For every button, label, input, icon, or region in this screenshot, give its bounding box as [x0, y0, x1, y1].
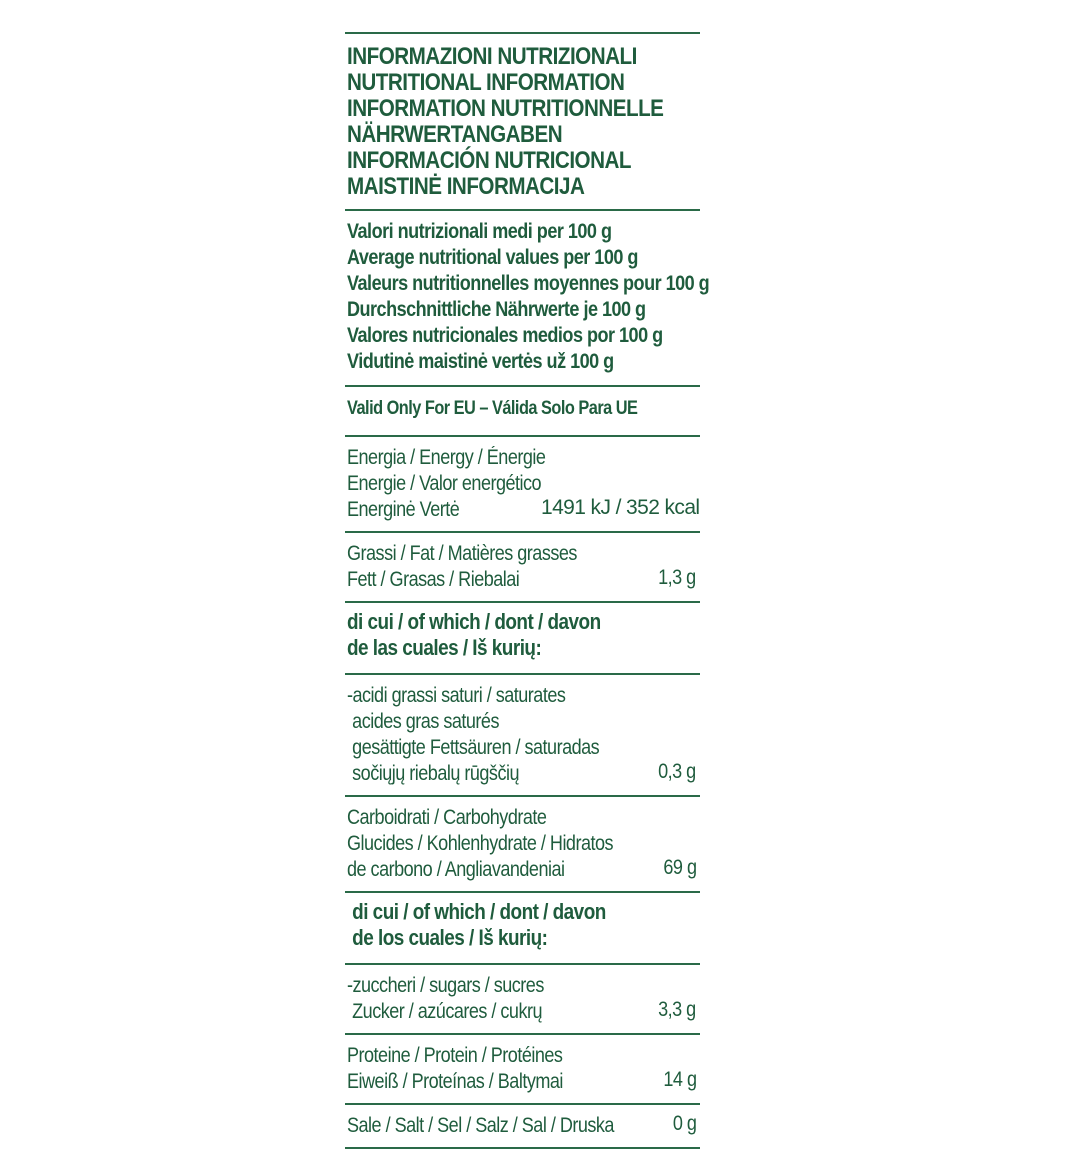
saturates-value: 0,3 g [658, 760, 696, 783]
saturates-label-4: sočiųjų riebalų rūgščių [352, 762, 519, 785]
per-100g-heading [345, 211, 710, 385]
energy-label-1: Energia / Energy / Énergie [347, 446, 546, 469]
fat-label-2: Fett / Grasas / Riebalai [347, 568, 520, 591]
per-line-fr: Valeurs nutritionnelles moyennes pour 100 g [347, 272, 710, 295]
of-which-fat-heading [345, 603, 700, 673]
per-line-de: Durchschnittliche Nährwerte je 100 g [347, 298, 646, 321]
salt-row [345, 1105, 700, 1147]
validity-text: Valid Only For EU – Válida Solo Para UE [347, 398, 638, 419]
title-line-es: INFORMACIÓN NUTRICIONAL [347, 147, 631, 174]
sugars-label-1: -zuccheri / sugars / sucres [347, 974, 544, 997]
fat-label-1: Grassi / Fat / Matières grasses [347, 542, 577, 565]
title-line-it: INFORMAZIONI NUTRIZIONALI [347, 43, 637, 70]
title-line-en: NUTRITIONAL INFORMATION [347, 69, 625, 96]
title-line-fr: INFORMATION NUTRITIONNELLE [347, 95, 664, 122]
carbohydrate-value: 69 g [662, 856, 696, 879]
of-which-line-1: di cui / of which / dont / davon [352, 899, 606, 924]
per-line-es: Valores nutricionales medios por 100 g [347, 324, 663, 347]
saturates-label-3: gesättigte Fettsäuren / saturadas [352, 736, 600, 759]
sugars-value: 3,3 g [658, 998, 696, 1021]
salt-value: 0 g [672, 1112, 696, 1135]
saturates-row [345, 675, 700, 795]
energy-label-2: Energie / Valor energético [347, 472, 542, 495]
per-line-it: Valori nutrizionali medi per 100 g [347, 220, 612, 243]
carbohydrate-label-1: Carboidrati / Carbohydrate [347, 806, 547, 829]
of-which-carb-heading [345, 893, 700, 963]
protein-label-2: Eiweiß / Proteínas / Baltymai [347, 1070, 563, 1093]
validity-note [345, 387, 700, 435]
per-line-lt: Vidutinė maistinė vertės už 100 g [347, 350, 614, 373]
of-which-line-2: de los cuales / Iš kurių: [352, 925, 548, 950]
title-line-de: NÄHRWERTANGABEN [347, 121, 563, 148]
of-which-line-1: di cui / of which / dont / davon [347, 609, 601, 634]
protein-row [345, 1035, 700, 1103]
nutrition-label [345, 32, 710, 1149]
fat-row [345, 533, 700, 601]
salt-label: Sale / Salt / Sel / Salz / Sal / Druska [347, 1114, 614, 1137]
energy-label-3: Energinė Vertė [347, 498, 460, 521]
fat-value: 1,3 g [658, 566, 696, 589]
carbohydrate-label-2: Glucides / Kohlenhydrate / Hidratos [347, 832, 614, 855]
saturates-label-1: -acidi grassi saturi / saturates [347, 684, 566, 707]
carbohydrate-row [345, 797, 700, 891]
energy-row [345, 437, 700, 531]
protein-label-1: Proteine / Protein / Protéines [347, 1044, 563, 1067]
protein-value: 14 g [662, 1068, 696, 1091]
sugars-row [345, 965, 700, 1033]
carbohydrate-label-3: de carbono / Angliavandeniai [347, 858, 565, 881]
sugars-label-2: Zucker / azúcares / cukrų [352, 1000, 543, 1023]
saturates-label-2: acides gras saturés [352, 710, 499, 733]
title-line-lt: MAISTINĖ INFORMACIJA [347, 173, 585, 200]
per-line-en: Average nutritional values per 100 g [347, 246, 638, 269]
energy-value: 1491 kJ / 352 kcal [541, 496, 700, 519]
of-which-line-2: de las cuales / Iš kurių: [347, 635, 542, 660]
nutrition-title [345, 34, 700, 209]
